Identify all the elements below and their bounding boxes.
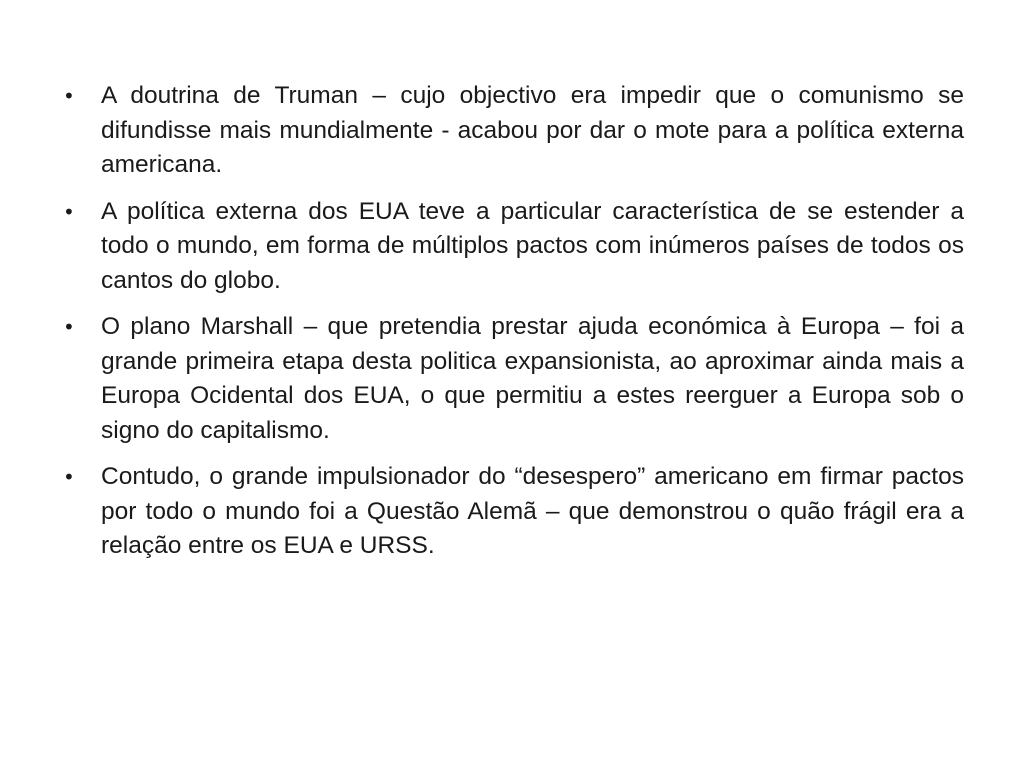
- bullet-item-german-question: [60, 460, 964, 564]
- bullet-list: [60, 79, 964, 576]
- bullet-icon: •: [63, 315, 75, 339]
- bullet-icon: •: [63, 84, 75, 108]
- bullet-text: A doutrina de Truman – cujo objectivo era impedir que o comunismo se difundisse mais mundialmente - acabou por dar o mote para a política externa americana.: [101, 82, 964, 178]
- bullet-text: O plano Marshall – que pretendia prestar ajuda económica à Europa – foi a grande primeira etapa desta politica expansionista, ao aproximar ainda mais a Europa Ocidental dos EUA, o que permitiu a estes reerguer a Europa sob o signo do capitalismo.: [101, 313, 964, 444]
- bullet-icon: •: [63, 465, 75, 489]
- bullet-text: Contudo, o grande impulsionador do “desespero” americano em firmar pactos por todo o mundo foi a Questão Alemã – que demonstrou o quão frágil era a relação entre os EUA e URSS.: [101, 463, 964, 559]
- bullet-item-truman-doctrine: [60, 79, 964, 183]
- bullet-item-marshall-plan: [60, 310, 964, 448]
- bullet-icon: •: [63, 199, 75, 224]
- bullet-text: A política externa dos EUA teve a particular característica de se estender a todo o mundo, em forma de múltiplos pactos com inúmeros países de todos os cantos do globo.: [101, 197, 964, 294]
- bullet-item-foreign-policy: [60, 195, 964, 299]
